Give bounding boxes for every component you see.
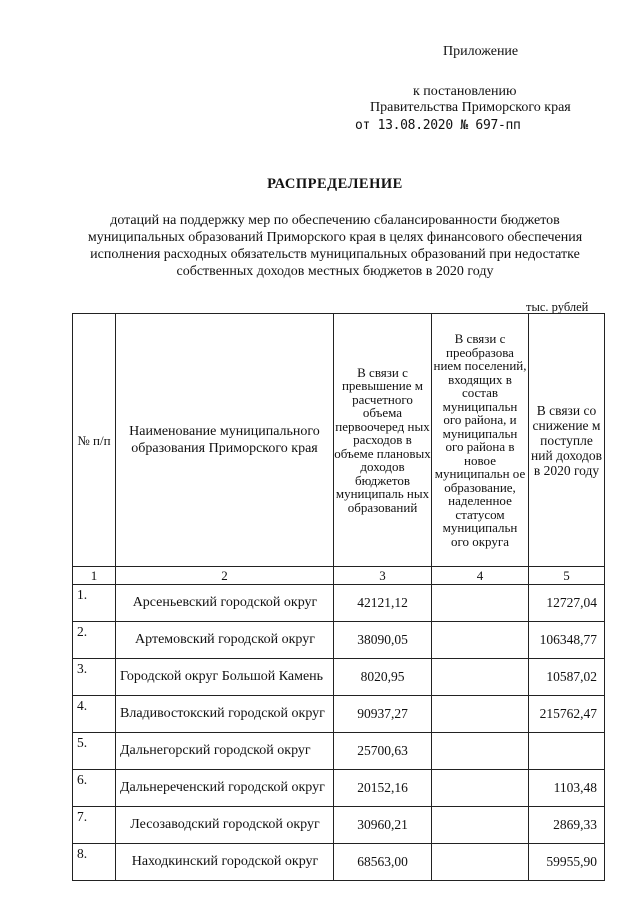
- header-municipality: Наименование муниципального образования Приморского края: [116, 314, 334, 567]
- municipality-name: Артемовский городской округ: [116, 622, 334, 659]
- table-row: [73, 622, 605, 659]
- value-revenue-decrease: 59955,90: [529, 844, 605, 881]
- municipality-name: Арсеньевский городской округ: [116, 585, 334, 622]
- value-transformation: [432, 696, 529, 733]
- municipality-name: Дальнереченский городской округ: [116, 770, 334, 807]
- table-row: [73, 585, 605, 622]
- distribution-table: [72, 313, 605, 881]
- value-excess-expenses: 42121,12: [334, 585, 432, 622]
- value-revenue-decrease: 10587,02: [529, 659, 605, 696]
- value-excess-expenses: 8020,95: [334, 659, 432, 696]
- table-row: [73, 733, 605, 770]
- header-revenue-decrease: В связи со снижение м поступле ний доходов в 2020 году: [529, 314, 605, 567]
- value-transformation: [432, 807, 529, 844]
- row-number: 4.: [73, 696, 116, 733]
- value-transformation: [432, 733, 529, 770]
- appendix-label: Приложение: [443, 44, 519, 59]
- row-number: 3.: [73, 659, 116, 696]
- municipality-name: Дальнегорский городской округ: [116, 733, 334, 770]
- value-revenue-decrease: [529, 733, 605, 770]
- row-number: 6.: [73, 770, 116, 807]
- column-number: 1: [73, 567, 116, 585]
- row-number: 2.: [73, 622, 116, 659]
- value-revenue-decrease: 12727,04: [529, 585, 605, 622]
- row-number: 7.: [73, 807, 116, 844]
- decree-number: от 13.08.2020 № 697-пп: [355, 118, 521, 133]
- column-number: 4: [432, 567, 529, 585]
- table-row: [73, 770, 605, 807]
- table-row: [73, 807, 605, 844]
- government-name: Правительства Приморского края: [370, 100, 571, 115]
- column-number: 5: [529, 567, 605, 585]
- table-row: [73, 696, 605, 733]
- municipality-name: Владивостокский городской округ: [116, 696, 334, 733]
- column-number-row: [73, 567, 605, 585]
- value-excess-expenses: 38090,05: [334, 622, 432, 659]
- municipality-name: Городской округ Большой Камень: [116, 659, 334, 696]
- value-excess-expenses: 68563,00: [334, 844, 432, 881]
- value-transformation: [432, 659, 529, 696]
- table-header-row: [73, 314, 605, 567]
- municipality-name: Лесозаводский городской округ: [116, 807, 334, 844]
- value-revenue-decrease: 215762,47: [529, 696, 605, 733]
- header-transformation: В связи с преобразова нием поселений, входящих в состав муниципальн ого района, и муниципальн ого района в новое муниципальн ое образование, наделенное статусом муниципальн ого округа: [432, 314, 529, 567]
- table-row: [73, 844, 605, 881]
- document-title: РАСПРЕДЕЛЕНИЕ: [267, 176, 403, 192]
- value-excess-expenses: 25700,63: [334, 733, 432, 770]
- value-excess-expenses: 30960,21: [334, 807, 432, 844]
- value-revenue-decrease: 106348,77: [529, 622, 605, 659]
- header-excess-expenses: В связи с превышение м расчетного объема первоочеред ных расходов в объеме плановых доходов бюджетов муниципаль ных образований: [334, 314, 432, 567]
- column-number: 2: [116, 567, 334, 585]
- value-transformation: [432, 844, 529, 881]
- units-label: тыс. рублей: [526, 300, 589, 314]
- document-subtitle: дотаций на поддержку мер по обеспечению сбалансированности бюджетов муниципальных образований Приморского края в целях финансового обеспечения исполнения расходных обязательств муниципальных образований при недостатке собственных доходов местных бюджетов в 2020 году: [87, 213, 583, 279]
- header-number: № п/п: [73, 314, 116, 567]
- value-revenue-decrease: 1103,48: [529, 770, 605, 807]
- value-transformation: [432, 770, 529, 807]
- value-revenue-decrease: 2869,33: [529, 807, 605, 844]
- table-row: [73, 659, 605, 696]
- row-number: 5.: [73, 733, 116, 770]
- value-transformation: [432, 622, 529, 659]
- value-excess-expenses: 90937,27: [334, 696, 432, 733]
- row-number: 1.: [73, 585, 116, 622]
- column-number: 3: [334, 567, 432, 585]
- row-number: 8.: [73, 844, 116, 881]
- table-body: [73, 585, 605, 881]
- resolution-reference: к постановлению: [413, 84, 517, 99]
- value-excess-expenses: 20152,16: [334, 770, 432, 807]
- municipality-name: Находкинский городской округ: [116, 844, 334, 881]
- value-transformation: [432, 585, 529, 622]
